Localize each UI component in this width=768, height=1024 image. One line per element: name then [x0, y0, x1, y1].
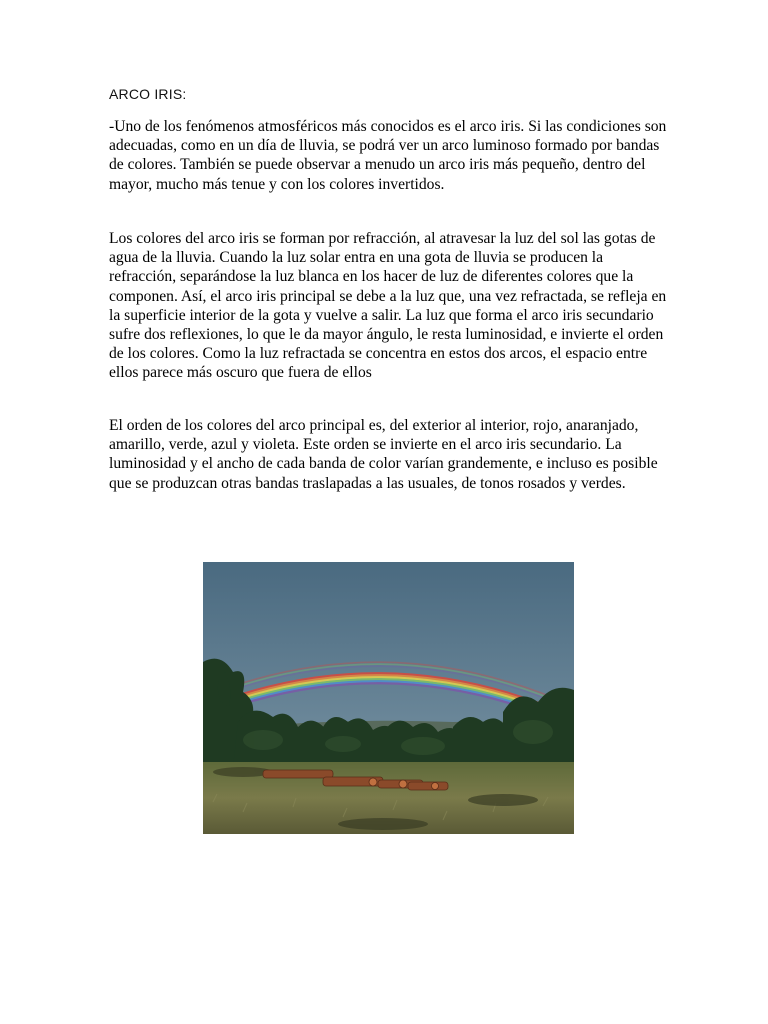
paragraph-color-order: El orden de los colores del arco principal es, del exterior al interior, rojo, anaranjado, amarillo, verde, azul y violeta. Este orden se invierte en el arco iris secundario. La luminosidad y el ancho de cada banda de color varían grandemente, e incluso es posible que se produzcan otras bandas traslapadas a las usuales, de tonos rosados y verdes.	[109, 417, 658, 492]
document-heading: ARCO IRIS:	[109, 86, 187, 102]
paragraph-refraction: Los colores del arco iris se forman por refracción, al atravesar la luz del sol las gotas de agua de la lluvia. Cuando la luz solar entra en una gota de lluvia se producen la refracción, separándose la luz blanca en los hacer de luz de diferentes colores que la componen. Así, el arco iris principal se debe a la luz que, una vez refractada, se refleja en la superficie interior de la gota y vuelve a salir. La luz que forma el arco iris secundario sufre dos reflexiones, lo que le da mayor ángulo, le resta luminosidad, e invierte el orden de los colores. Como la luz refractada se concentra en estos dos arcos, el espacio entre ellos parece más oscuro que fuera de ellos	[109, 230, 667, 382]
rainbow-photo	[203, 562, 574, 834]
paragraph-intro: -Uno de los fenómenos atmosféricos más conocidos es el arco iris. Si las condiciones son adecuadas, como en un día de lluvia, se podrá ver un arco luminoso formado por bandas de colores. También se puede observar a menudo un arco iris más pequeño, dentro del mayor, mucho más tenue y con los colores invertidos.	[109, 118, 667, 193]
